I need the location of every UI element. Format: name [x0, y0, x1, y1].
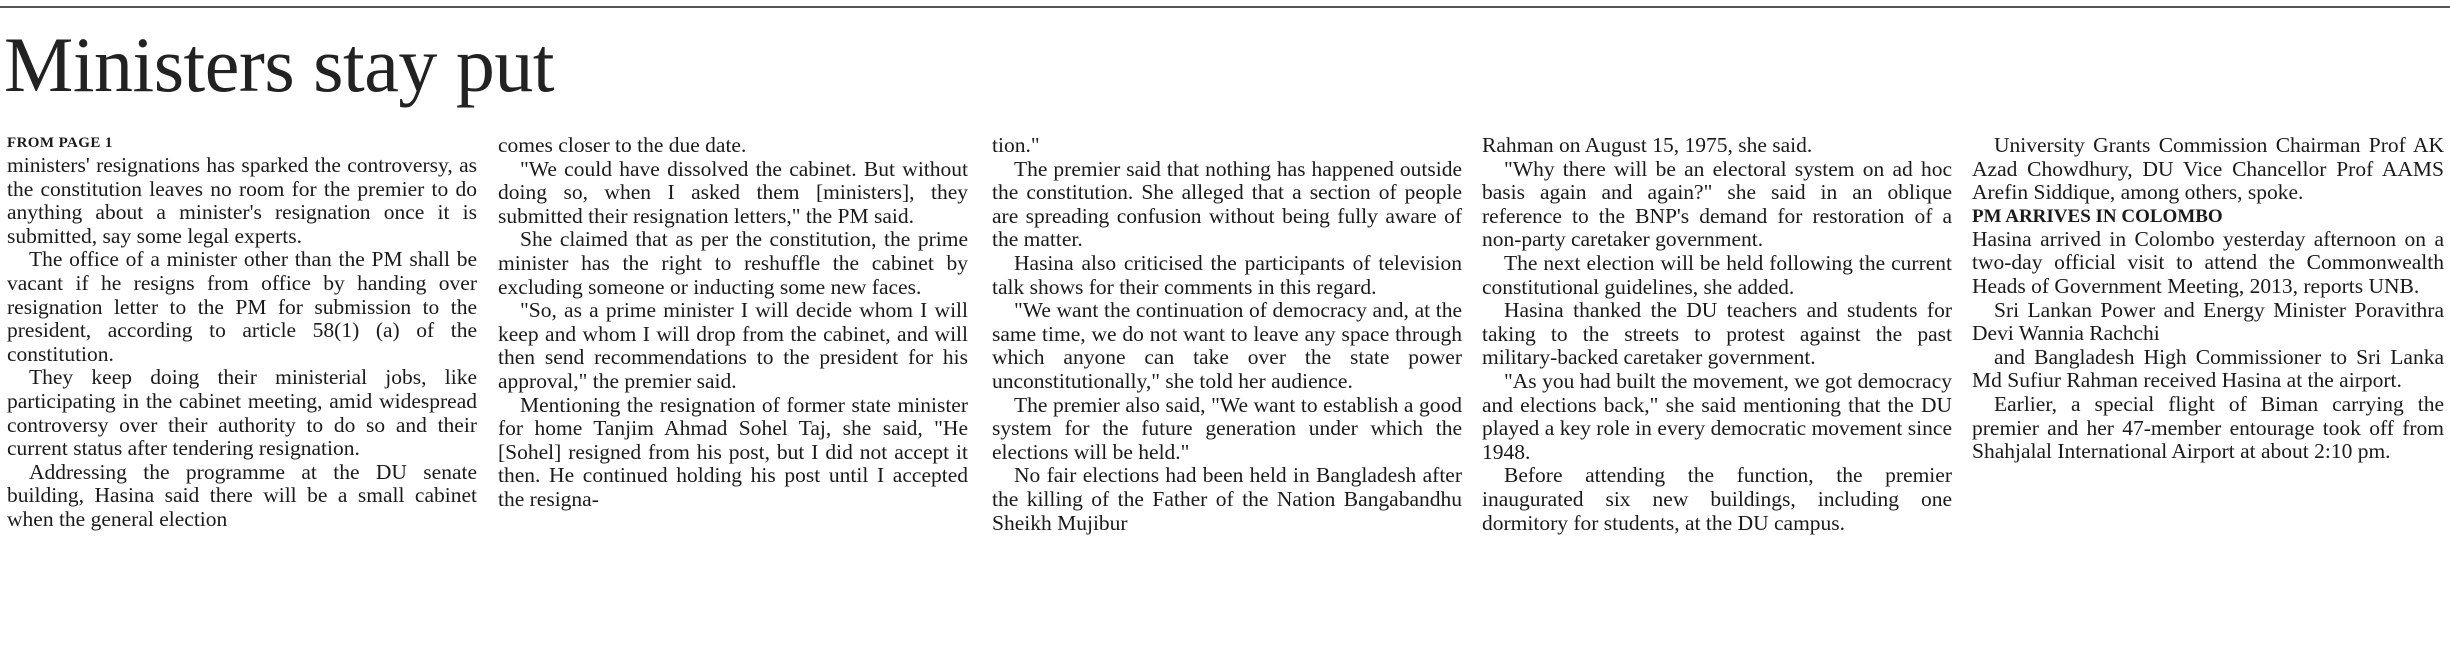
paragraph: "So, as a prime minister I will decide whom I will keep and whom I will drop from the cabinet, and will then send recommendations to the president for his approval," the premier said.	[498, 298, 968, 393]
paragraph: "We could have dissolved the cabinet. But without doing so, when I asked them [ministers], they submitted their resignation letters," the PM said.	[498, 156, 968, 228]
article-column-5	[1972, 134, 2444, 644]
paragraph: The next election will be held following the current constitutional guidelines, she added.	[1482, 250, 1952, 299]
article-column-3	[992, 134, 1462, 644]
article-column-1	[7, 134, 477, 644]
paragraph: She claimed that as per the constitution, the prime minister has the right to reshuffle the cabinet by excluding someone or inducting some new faces.	[498, 227, 968, 299]
subhead-pm-arrives-in-colombo: PM ARRIVES IN COLOMBO	[1972, 205, 2223, 227]
paragraph: They keep doing their ministerial jobs, like participating in the cabinet meeting, amid widespread controversy over their authority to do so and their current status after tendering resignation.	[7, 365, 477, 461]
paragraph: University Grants Commission Chairman Prof AK Azad Chowdhury, DU Vice Chancellor Prof AAMS Arefin Siddique, among others, spoke.	[1972, 134, 2444, 205]
paragraph: tion."	[992, 134, 1040, 157]
article-column-4	[1482, 134, 1952, 644]
paragraph: "As you had built the movement, we got democracy and elections back," she said mentioning that the DU played a key role in every democratic movement since 1948.	[1482, 368, 1952, 464]
paragraph: "We want the continuation of democracy and, at the same time, we do not want to leave any space through which anyone can take over the state power unconstitutionally," she told her audience.	[992, 298, 1462, 393]
article-column-2	[498, 134, 968, 644]
top-rule	[0, 6, 2450, 8]
paragraph: Earlier, a special flight of Biman carrying the premier and her 47-member entourage took off from Shahjalal International Airport at about 2:10 pm.	[1972, 391, 2444, 464]
paragraph: comes closer to the due date.	[498, 134, 747, 157]
paragraph: Before attending the function, the premier inaugurated six new buildings, including one dormitory for students, at the DU campus.	[1482, 463, 1952, 535]
paragraph: No fair elections had been held in Bangladesh after the killing of the Father of the Nation Bangabandhu Sheikh Mujibur	[992, 463, 1462, 535]
headline: Ministers stay put	[4, 21, 554, 108]
paragraph: "Why there will be an electoral system on ad hoc basis again and again?" she said in an oblique reference to the BNP's demand for restoration of a non-party caretaker government.	[1482, 156, 1952, 252]
paragraph: The premier said that nothing has happened outside the constitution. She alleged that a section of people are spreading confusion without being fully aware of the matter.	[992, 156, 1462, 252]
paragraph: The office of a minister other than the PM shall be vacant if he resigns from office by handing over resignation letter to the PM for submission to the president, according to article 58(1) (a) of the constitution.	[7, 247, 477, 366]
paragraph: Hasina thanked the DU teachers and students for taking to the streets to protest against the past military-backed caretaker government.	[1482, 298, 1952, 370]
paragraph: Addressing the programme at the DU senate building, Hasina said there will be a small cabinet when the general election	[7, 459, 477, 531]
paragraph: Rahman on August 15, 1975, she said.	[1482, 134, 1813, 157]
paragraph: Hasina arrived in Colombo yesterday afternoon on a two-day official visit to attend the Commonwealth Heads of Government Meeting, 2013, reports UNB.	[1972, 226, 2444, 298]
paragraph: ministers' resignations has sparked the controversy, as the constitution leaves no room for the premier to do anything about a minister's resignation once it is submitted, say some legal experts.	[7, 153, 477, 248]
paragraph: The premier also said, "We want to establish a good system for the future generation under which the elections will be held."	[992, 392, 1462, 464]
kicker-from-page-1: FROM PAGE 1	[7, 135, 113, 151]
paragraph: Hasina also criticised the participants of television talk shows for their comments in this regard.	[992, 250, 1462, 299]
paragraph: Mentioning the resignation of former state minister for home Tanjim Ahmad Sohel Taj, she said, "He [Sohel] resigned from his post, but I did not accept it then. He continued holding his post until I accepted the resigna-	[498, 392, 968, 511]
paragraph: Sri Lankan Power and Energy Minister Poravithra Devi Wannia Rachchi	[1972, 297, 2444, 346]
paragraph: and Bangladesh High Commissioner to Sri Lanka Md Sufiur Rahman received Hasina at the airport.	[1972, 344, 2444, 393]
